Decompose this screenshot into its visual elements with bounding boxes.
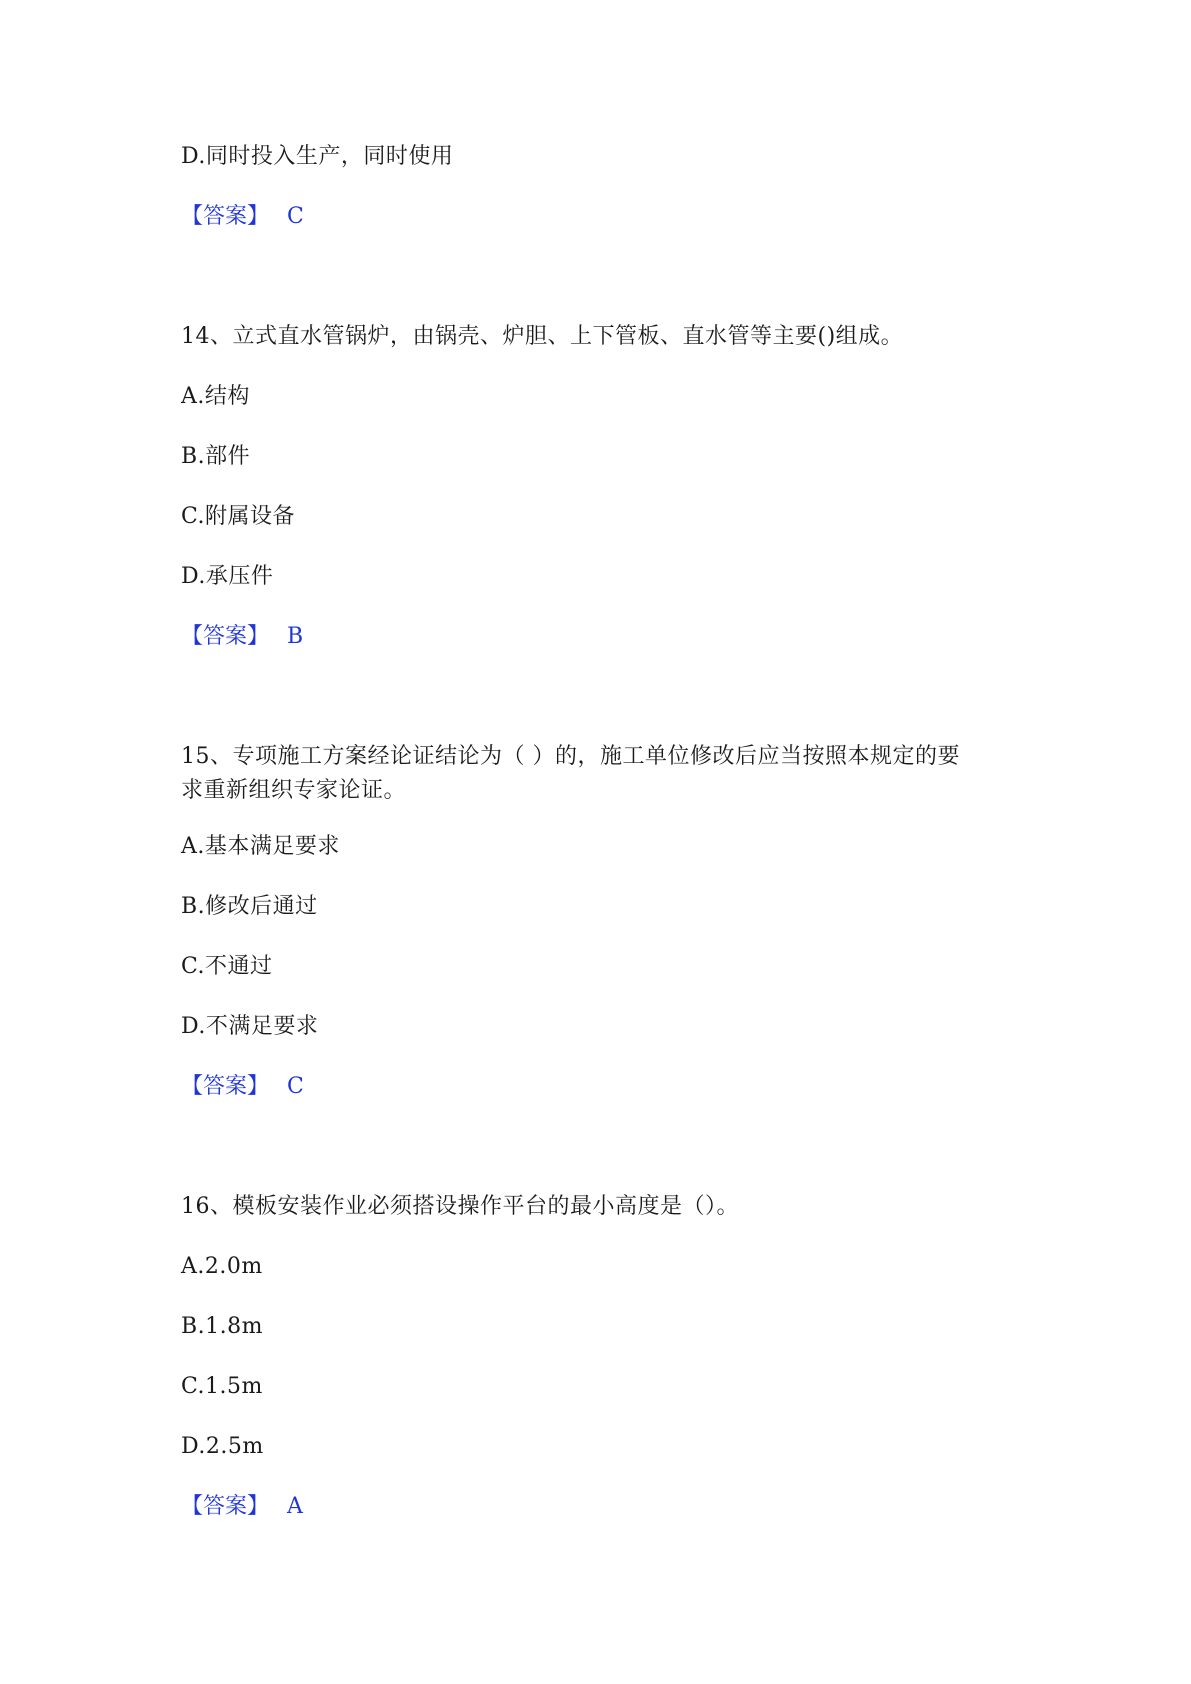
q14-option-d: D.承压件 [181,564,274,589]
q15-option-b: B.修改后通过 [181,894,318,919]
q14-option-b: B.部件 [181,444,251,469]
q13-option-d: D.同时投入生产，同时使用 [181,144,454,169]
q14-option-c: C.附属设备 [181,504,296,529]
q15-stem-line1: 15、专项施工方案经论证结论为（ ）的，施工单位修改后应当按照本规定的要 [181,744,960,769]
q16-answer-label: 【答案】 [181,1494,270,1519]
q16-answer [181,1490,303,1524]
q15-answer [181,1070,304,1104]
q13-answer-label: 【答案】 [181,204,270,229]
q13-answer-value: C [287,204,304,229]
q14-stem: 14、立式直水管锅炉，由锅壳、炉胆、上下管板、直水管等主要()组成。 [181,324,904,349]
q14-answer [181,620,303,654]
q15-stem-line2: 求重新组织专家论证。 [181,778,407,803]
q15-answer-label: 【答案】 [181,1074,270,1099]
q16-answer-value: A [287,1494,303,1519]
q15-answer-value: C [287,1074,304,1099]
q15-option-a: A.基本满足要求 [181,834,340,859]
q14-option-a: A.结构 [181,384,250,409]
q16-stem: 16、模板安装作业必须搭设操作平台的最小高度是（）。 [181,1194,739,1219]
q13-answer [181,200,304,234]
q15-option-d: D.不满足要求 [181,1014,319,1039]
q16-option-a: A.2.0m [181,1254,263,1279]
q16-option-b: B.1.8m [181,1314,264,1339]
q16-option-d: D.2.5m [181,1434,264,1459]
q15-option-c: C.不通过 [181,954,273,979]
q14-answer-label: 【答案】 [181,624,270,649]
q16-option-c: C.1.5m [181,1374,263,1399]
q14-answer-value: B [287,624,304,649]
